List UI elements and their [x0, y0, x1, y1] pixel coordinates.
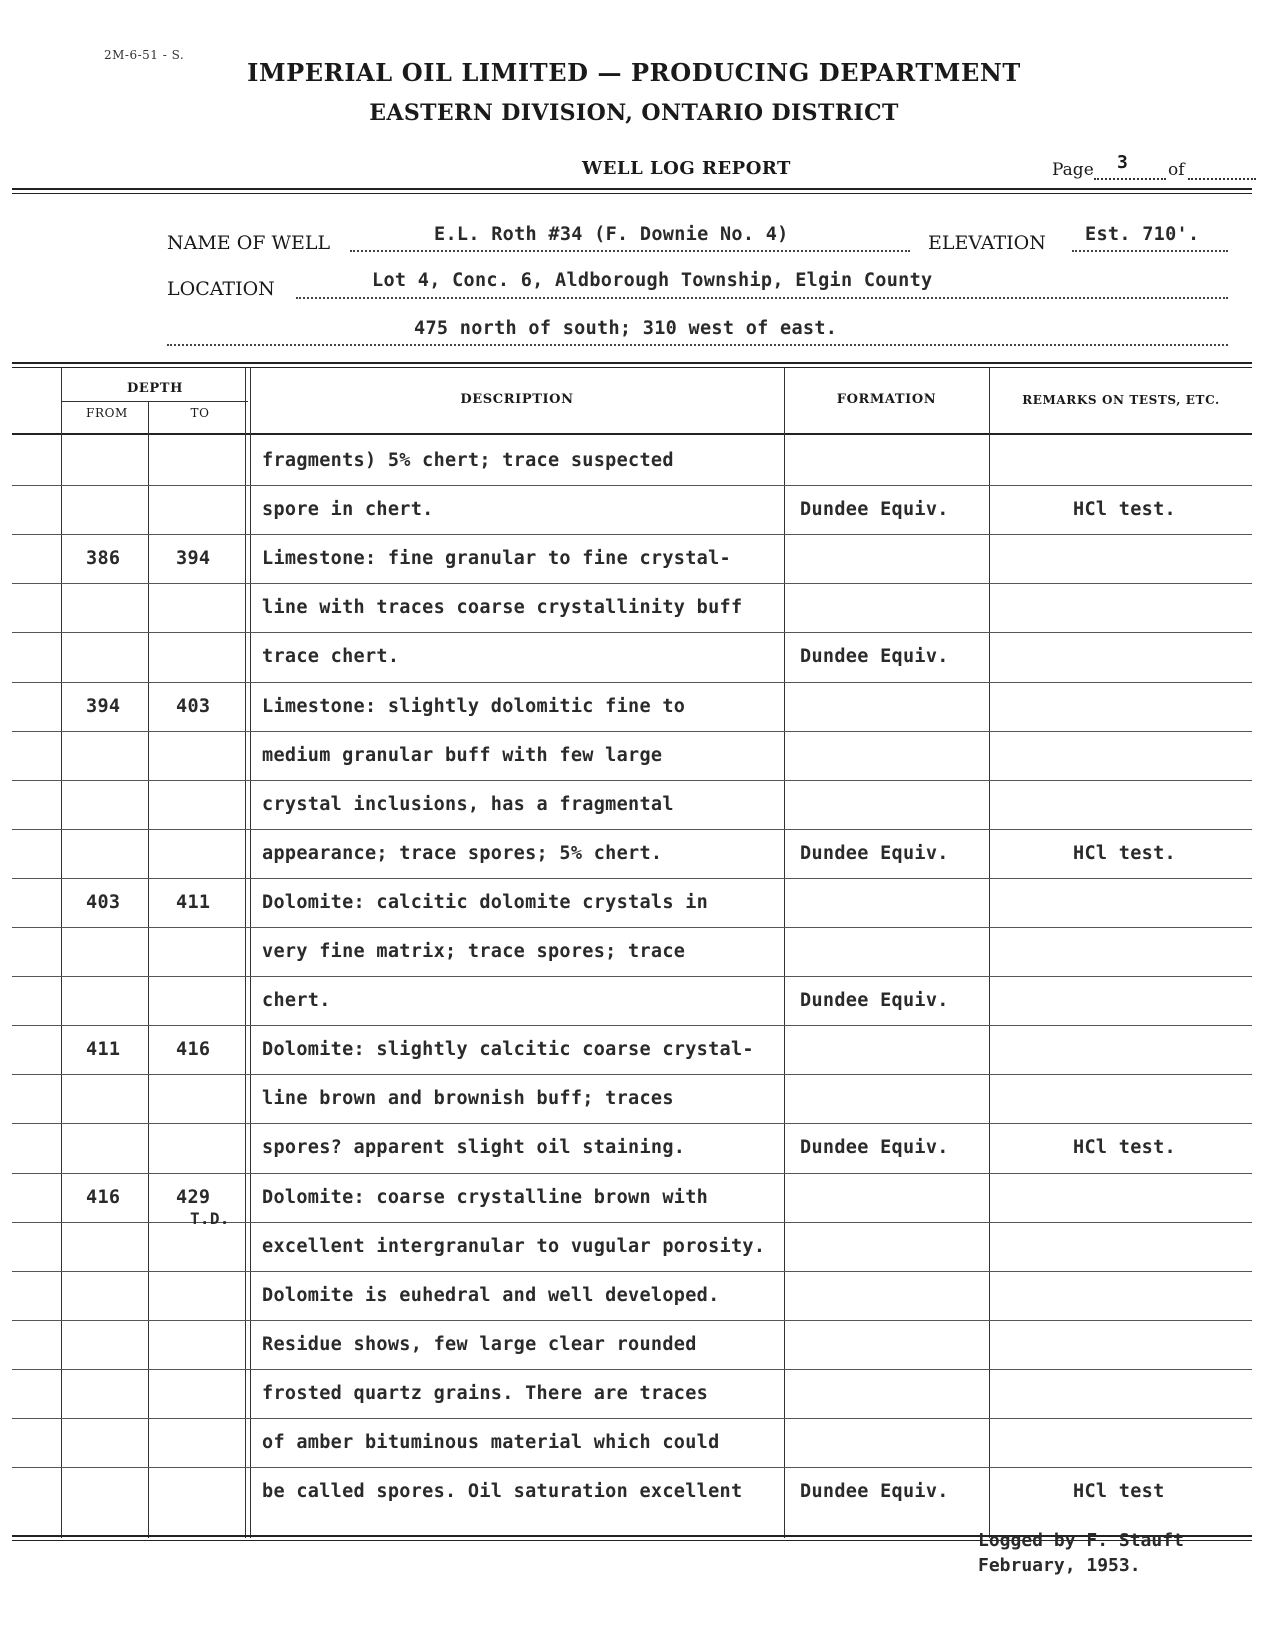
description-cell: Dolomite: coarse crystalline brown with: [262, 1186, 709, 1208]
row-rule: [12, 878, 1252, 879]
description-header: DESCRIPTION: [460, 392, 574, 407]
name-dots: [350, 250, 910, 252]
remarks-cell: HCl test.: [1073, 499, 1176, 521]
depth-from-cell: 403: [86, 891, 121, 913]
formation-cell: Dundee Equiv.: [800, 1137, 949, 1159]
location-dots-2: [167, 344, 1228, 346]
remarks-cell: HCl test: [1073, 1481, 1165, 1503]
col-line-desc-a: [245, 368, 246, 1538]
row-rule: [12, 1467, 1252, 1468]
elevation-label: ELEVATION: [928, 232, 1046, 254]
elevation-value: Est. 710'.: [1085, 224, 1200, 245]
col-line-formation: [784, 368, 785, 1538]
page-label: Page: [1052, 160, 1094, 180]
report-title: WELL LOG REPORT: [582, 158, 791, 179]
well-name-value: E.L. Roth #34 (F. Downie No. 4): [434, 224, 789, 245]
row-rule: [12, 1418, 1252, 1419]
depth-from-cell: 416: [86, 1186, 121, 1208]
page-of-dots: [1188, 178, 1256, 180]
description-cell: Dolomite is euhedral and well developed.: [262, 1284, 720, 1306]
description-cell: Limestone: fine granular to fine crystal-: [262, 548, 731, 570]
description-cell: Dolomite: slightly calcitic coarse crystal-: [262, 1039, 754, 1061]
depth-to-cell: 416: [176, 1039, 211, 1061]
elevation-dots: [1072, 250, 1228, 252]
table-rule-top-2: [12, 367, 1252, 368]
depth-to-cell: 394: [176, 548, 211, 570]
depth-to-cell: 429: [176, 1186, 211, 1208]
remarks-cell: HCl test.: [1073, 1137, 1176, 1159]
row-rule: [12, 1025, 1252, 1026]
location-label: LOCATION: [167, 278, 275, 300]
to-header: TO: [190, 406, 210, 420]
remarks-header: REMARKS ON TESTS, ETC.: [1022, 393, 1220, 407]
formation-cell: Dundee Equiv.: [800, 842, 949, 864]
description-cell: crystal inclusions, has a fragmental: [262, 793, 674, 815]
description-cell: line brown and brownish buff; traces: [262, 1088, 674, 1110]
row-rule: [12, 485, 1252, 486]
row-rule: [12, 682, 1252, 683]
description-cell: Residue shows, few large clear rounded: [262, 1333, 697, 1355]
row-rule: [12, 927, 1252, 928]
row-rule: [12, 534, 1252, 535]
row-rule: [12, 1173, 1252, 1174]
description-cell: frosted quartz grains. There are traces: [262, 1382, 709, 1404]
depth-subrule: [62, 401, 248, 402]
depth-from-cell: 386: [86, 548, 121, 570]
logged-by: Logged by F. Stauft: [978, 1530, 1184, 1551]
division-title: EASTERN DIVISION, ONTARIO DISTRICT: [369, 100, 899, 126]
col-line-remarks: [989, 368, 990, 1538]
page-number: 3: [1117, 152, 1128, 173]
description-cell: medium granular buff with few large: [262, 744, 663, 766]
row-rule: [12, 1271, 1252, 1272]
row-rule: [12, 1320, 1252, 1321]
form-code: 2M-6-51 - S.: [104, 48, 185, 62]
header-rule-bottom: [12, 193, 1252, 194]
page-dots: [1094, 178, 1166, 180]
col-line-desc-b: [250, 368, 251, 1538]
depth-to-cell: 411: [176, 891, 211, 913]
formation-header: FORMATION: [836, 392, 937, 407]
depth-to-cell: 403: [176, 695, 211, 717]
table-rule-top: [12, 362, 1252, 364]
formation-cell: Dundee Equiv.: [800, 646, 949, 668]
location-line1-value: Lot 4, Conc. 6, Aldborough Township, Elgin County: [372, 270, 933, 291]
depth-header: DEPTH: [127, 381, 183, 396]
row-rule: [12, 583, 1252, 584]
description-cell: excellent intergranular to vugular porosity.: [262, 1235, 766, 1257]
remarks-cell: HCl test.: [1073, 842, 1176, 864]
col-line-left: [61, 368, 62, 1538]
row-rule: [12, 976, 1252, 977]
row-rule: [12, 1123, 1252, 1124]
location-line2-value: 475 north of south; 310 west of east.: [414, 318, 838, 339]
description-cell: spore in chert.: [262, 499, 434, 521]
log-date: February, 1953.: [978, 1555, 1141, 1576]
row-rule: [12, 829, 1252, 830]
formation-cell: Dundee Equiv.: [800, 990, 949, 1012]
row-rule: [12, 731, 1252, 732]
description-cell: appearance; trace spores; 5% chert.: [262, 842, 663, 864]
description-cell: chert.: [262, 990, 331, 1012]
description-cell: trace chert.: [262, 646, 400, 668]
formation-cell: Dundee Equiv.: [800, 499, 949, 521]
company-title: IMPERIAL OIL LIMITED — PRODUCING DEPARTMENT: [247, 58, 1021, 87]
description-cell: of amber bituminous material which could: [262, 1432, 720, 1453]
description-cell: very fine matrix; trace spores; trace: [262, 941, 686, 962]
description-cell: Dolomite: calcitic dolomite crystals in: [262, 891, 709, 913]
formation-cell: Dundee Equiv.: [800, 1481, 949, 1503]
depth-from-cell: 394: [86, 695, 121, 717]
row-rule: [12, 1074, 1252, 1075]
description-cell: Limestone: slightly dolomitic fine to: [262, 695, 686, 717]
location-dots-1: [296, 297, 1228, 299]
header-rule: [12, 433, 1252, 435]
col-line-from-to: [148, 401, 149, 1538]
depth-to-note: T.D.: [190, 1208, 230, 1228]
description-cell: line with traces coarse crystallinity buff: [262, 597, 743, 619]
from-header: FROM: [86, 406, 128, 420]
page-of-label: of: [1168, 160, 1185, 180]
name-of-well-label: NAME OF WELL: [167, 232, 331, 254]
header-rule-top: [12, 188, 1252, 190]
row-rule: [12, 780, 1252, 781]
description-cell: be called spores. Oil saturation excellent: [262, 1481, 743, 1503]
row-rule: [12, 1369, 1252, 1370]
description-cell: spores? apparent slight oil staining.: [262, 1137, 686, 1159]
row-rule: [12, 632, 1252, 633]
description-cell: fragments) 5% chert; trace suspected: [262, 450, 674, 471]
depth-from-cell: 411: [86, 1039, 121, 1061]
